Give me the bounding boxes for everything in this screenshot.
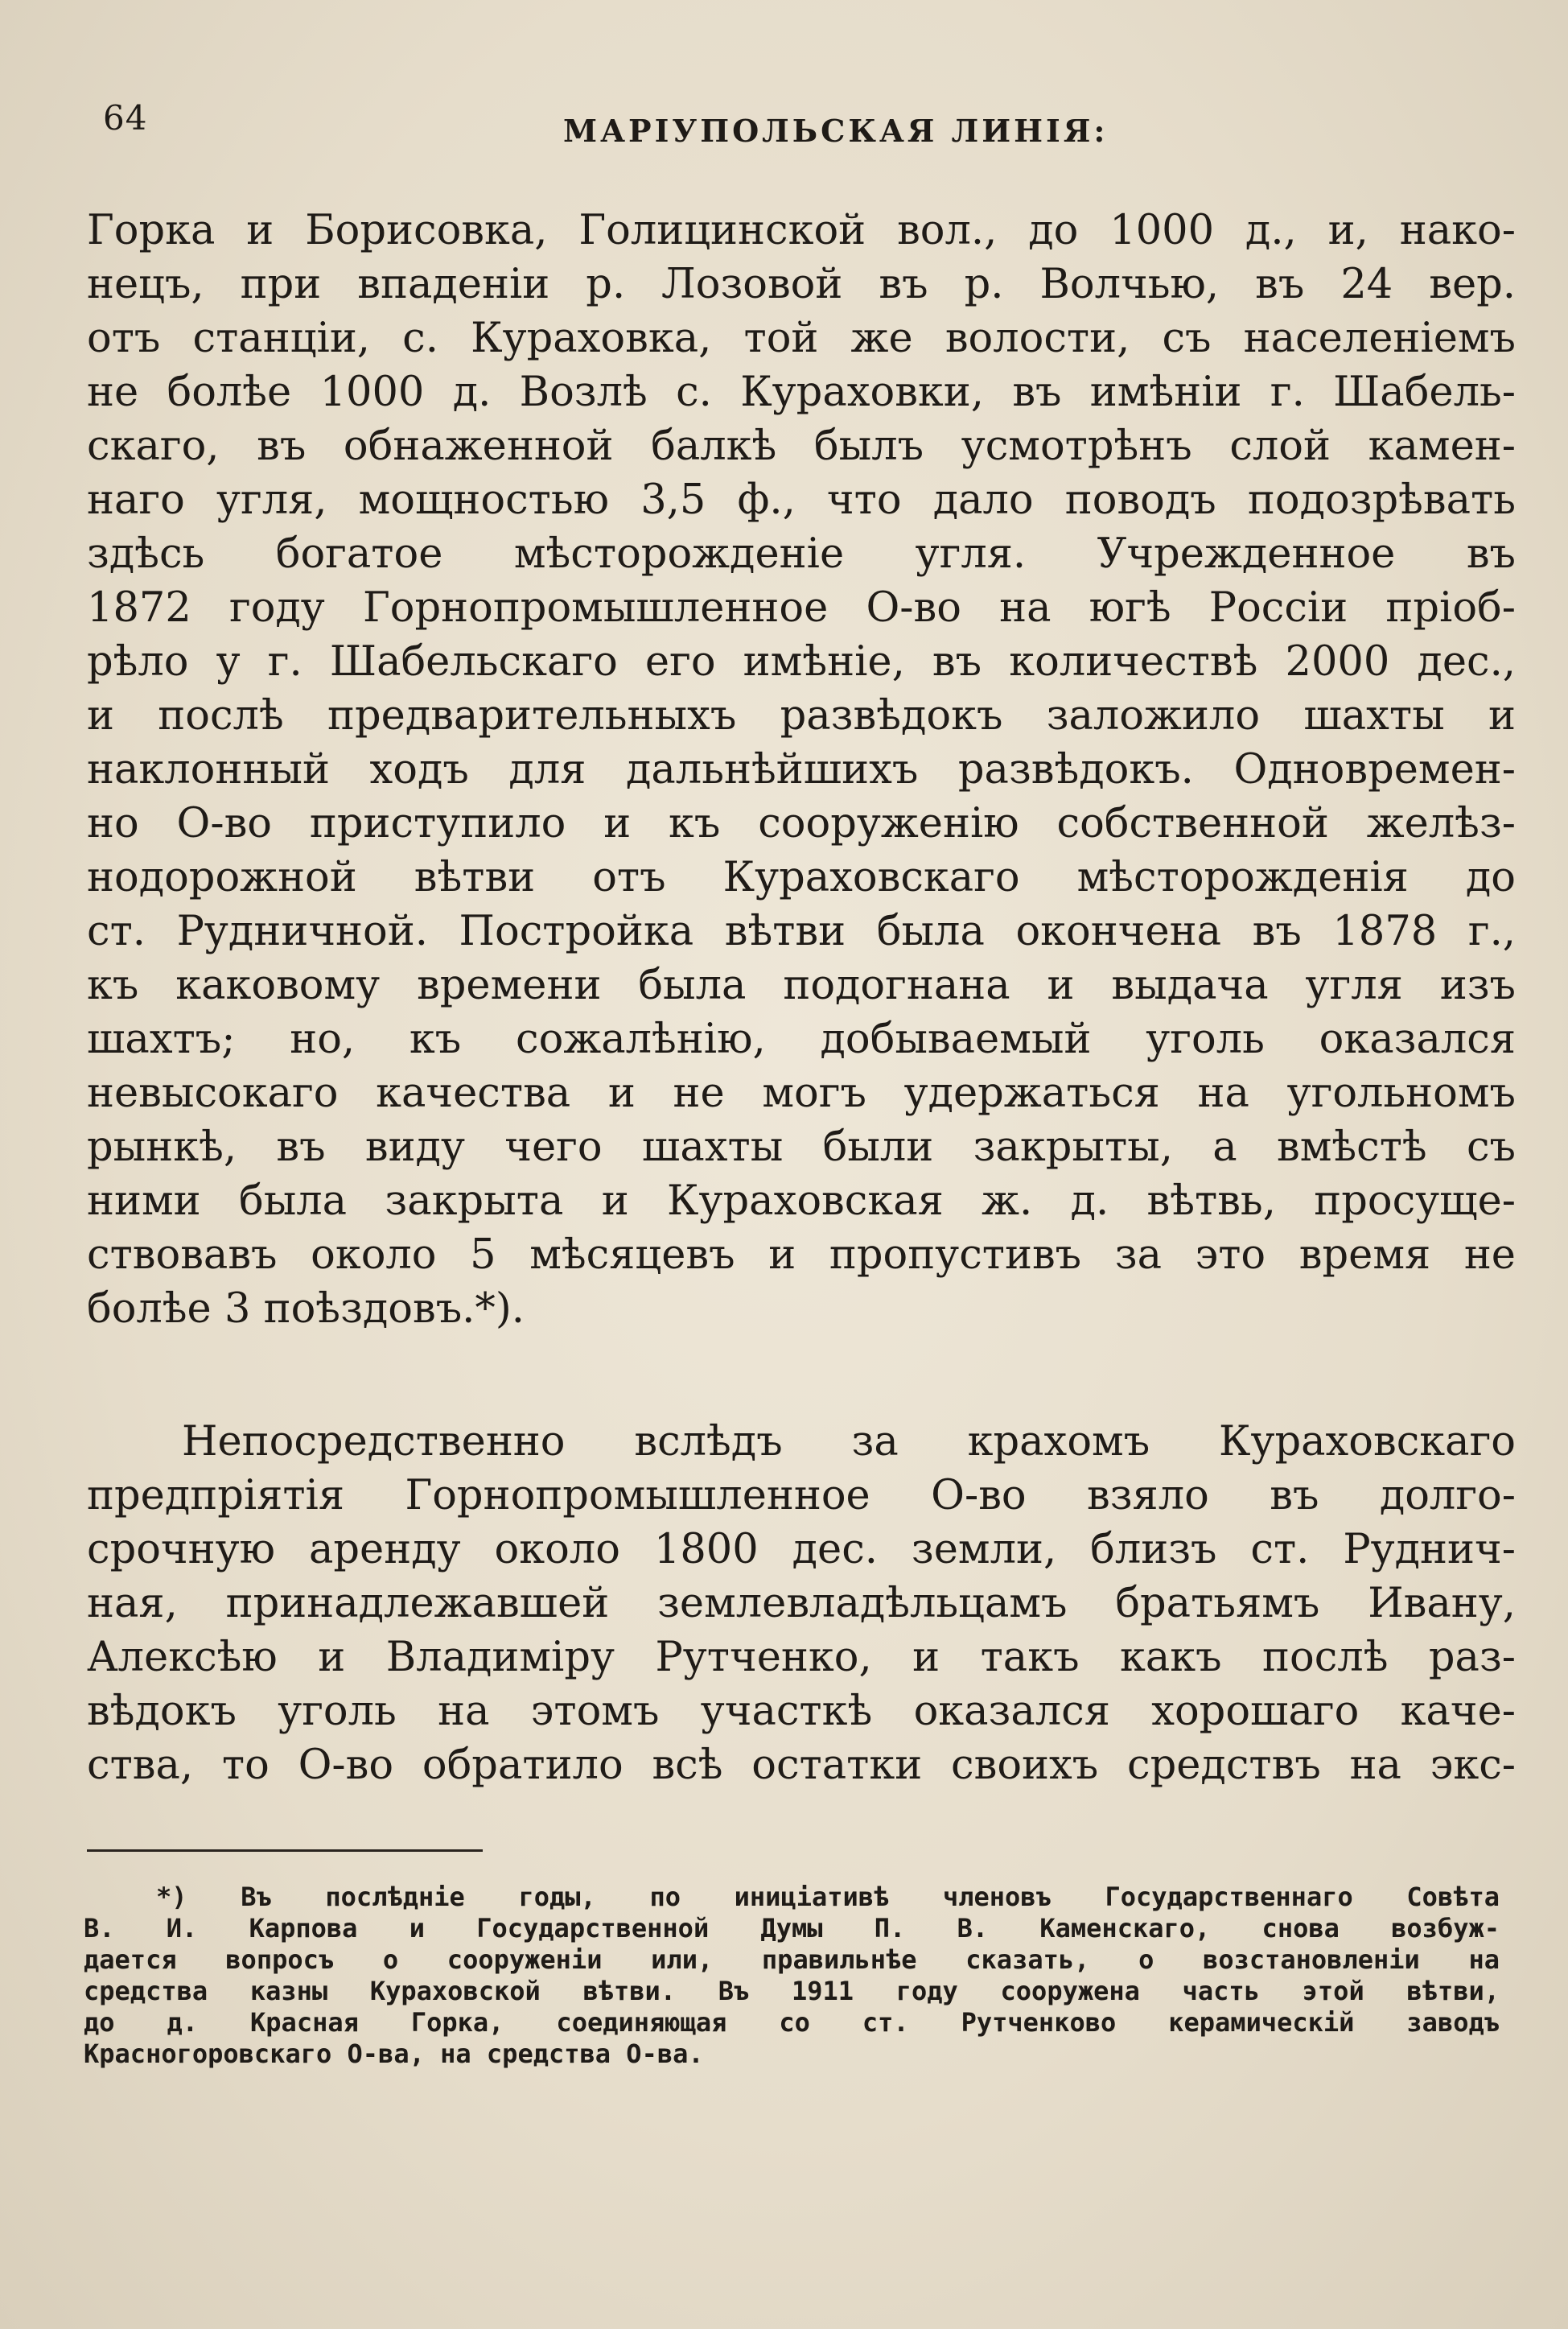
text-line: Алексѣю и Владиміру Рутченко, и такъ какъ послѣ раз-	[87, 1634, 1516, 1681]
text-line: нодорожной вѣтви отъ Кураховскаго мѣсторожденія до	[87, 854, 1516, 901]
text-line: и послѣ предварительныхъ развѣдокъ заложило шахты и	[87, 692, 1516, 740]
text-line: не болѣе 1000 д. Возлѣ с. Кураховки, въ имѣніи г. Шабель-	[87, 369, 1516, 416]
text-line: срочную аренду около 1800 дес. земли, близъ ст. Руднич-	[87, 1526, 1516, 1573]
running-title: МАРІУПОЛЬСКАЯ ЛИНІЯ:	[563, 113, 1109, 149]
text-line: 1872 году Горнопромышленное О-во на югѣ Россіи пріоб-	[87, 584, 1516, 632]
text-line: ная, принадлежавшей землевладѣльцамъ братьямъ Ивану,	[87, 1580, 1516, 1627]
footnote-line: дается вопросъ о сооруженіи или, правильнѣе сказать, о возстановленіи на	[84, 1944, 1500, 1975]
paragraph-1	[87, 204, 1516, 1336]
text-line: къ каковому времени была подогнана и выдача угля изъ	[87, 962, 1516, 1009]
text-line: но О-во приступило и къ сооруженію собственной желѣз-	[87, 800, 1516, 847]
footnote-line: *) Въ послѣдніе годы, по иниціативѣ членовъ Государственнаго Совѣта	[156, 1882, 1500, 1912]
footnote	[84, 1882, 1500, 2070]
text-line: предпріятія Горнопромышленное О-во взяло въ долго-	[87, 1472, 1516, 1519]
text-line: Горка и Борисовка, Голицинской вол., до 1000 д., и, нако-	[87, 207, 1516, 254]
text-line: ст. Рудничной. Постройка вѣтви была окончена въ 1878 г.,	[87, 908, 1516, 955]
text-line: нецъ, при впаденіи р. Лозовой въ р. Волчью, въ 24 вер.	[87, 261, 1516, 308]
footnote-line: Красногоровскаго О-ва, на средства О-ва.	[84, 2038, 704, 2069]
text-line: ства, то О-во обратило всѣ остатки своихъ средствъ на экс-	[87, 1742, 1516, 1789]
text-line: невысокаго качества и не могъ удержаться на угольномъ	[87, 1070, 1516, 1117]
text-line: скаго, въ обнаженной балкѣ былъ усмотрѣнъ слой камен-	[87, 423, 1516, 470]
text-line: болѣе 3 поѣздовъ.*).	[87, 1285, 525, 1333]
footnote-line: В. И. Карпова и Государственной Думы П. В. Каменскаго, снова возбуж-	[84, 1913, 1500, 1944]
page-number: 64	[103, 98, 148, 138]
text-line: Непосредственно вслѣдъ за крахомъ Кураховскаго	[182, 1418, 1516, 1465]
footnote-line: до д. Красная Горка, соединяющая со ст. Рутченково керамическій заводъ	[84, 2007, 1500, 2038]
text-line: вѣдокъ уголь на этомъ участкѣ оказался хорошаго каче-	[87, 1688, 1516, 1735]
text-line: рынкѣ, въ виду чего шахты были закрыты, а вмѣстѣ съ	[87, 1123, 1516, 1171]
text-line: шахтъ; но, къ сожалѣнію, добываемый уголь оказался	[87, 1016, 1516, 1063]
text-line: отъ станціи, с. Кураховка, той же волости, съ населеніемъ	[87, 315, 1516, 362]
text-line: ними была закрыта и Кураховская ж. д. вѣтвь, просуще-	[87, 1177, 1516, 1225]
text-line: наго угля, мощностью 3,5 ф., что дало поводъ подозрѣвать	[87, 476, 1516, 524]
text-line: здѣсь богатое мѣсторожденіе угля. Учрежденное въ	[87, 530, 1516, 578]
paragraph-2	[87, 1415, 1516, 1792]
footnote-line: средства казны Кураховской вѣтви. Въ 1911 году сооружена часть этой вѣтви,	[84, 1976, 1500, 2006]
text-line: наклонный ходъ для дальнѣйшихъ развѣдокъ. Одновремен-	[87, 746, 1516, 794]
text-line: ствовавъ около 5 мѣсяцевъ и пропустивъ за это время не	[87, 1231, 1516, 1279]
footnote-divider	[87, 1849, 483, 1852]
text-line: рѣло у г. Шабельскаго его имѣніе, въ количествѣ 2000 дес.,	[87, 638, 1516, 686]
